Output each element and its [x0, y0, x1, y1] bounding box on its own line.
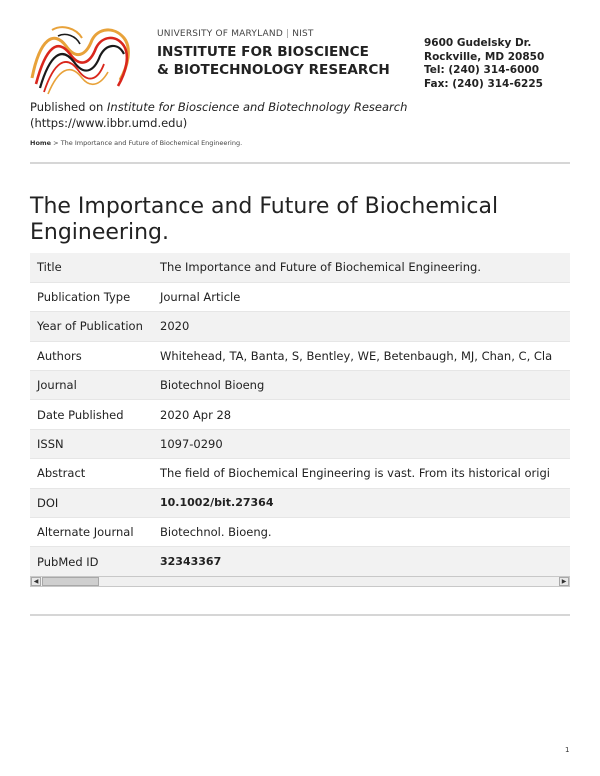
table-row [30, 459, 570, 488]
table-row [30, 400, 570, 429]
table-row [30, 312, 570, 341]
address-street: 9600 Gudelsky Dr. [424, 37, 532, 49]
row-value: 1097-0290 [153, 429, 570, 458]
header-divider [30, 162, 570, 164]
published-site[interactable]: Institute for Bioscience and Biotechnology Research [107, 100, 408, 114]
partner-name: NIST [292, 29, 314, 39]
published-on [30, 99, 570, 131]
scroll-left-arrow-icon[interactable]: ◀ [31, 577, 41, 586]
institute-line1: INSTITUTE FOR BIOSCIENCE [157, 44, 369, 60]
row-label: Date Published [30, 400, 153, 429]
university-line: UNIVERSITY OF MARYLAND | NIST [157, 29, 314, 39]
row-label: DOI [30, 488, 153, 517]
published-url[interactable]: (https://www.ibbr.umd.edu) [30, 116, 188, 130]
university-name: UNIVERSITY OF MARYLAND [157, 29, 283, 39]
row-value: The field of Biochemical Engineering is vast. From its historical origi [153, 459, 570, 488]
table-row [30, 341, 570, 370]
breadcrumb-home[interactable]: Home [30, 139, 52, 147]
table-row [30, 371, 570, 400]
breadcrumb [30, 139, 242, 147]
footer-divider [30, 614, 570, 616]
table-row [30, 488, 570, 517]
address-block [424, 37, 544, 91]
institute-line2: & BIOTECHNOLOGY RESEARCH [157, 62, 390, 78]
row-value[interactable]: 10.1002/bit.27364 [153, 488, 570, 517]
table-row [30, 429, 570, 458]
table-row [30, 547, 570, 576]
row-label: PubMed ID [30, 547, 153, 576]
address-tel: Tel: (240) 314-6000 [424, 64, 540, 76]
published-prefix: Published on [30, 100, 104, 114]
scroll-right-arrow-icon[interactable]: ▶ [559, 577, 569, 586]
address-fax: Fax: (240) 314-6225 [424, 77, 543, 90]
breadcrumb-current: The Importance and Future of Biochemical Engineering. [60, 139, 243, 147]
row-value: 2020 Apr 28 [153, 400, 570, 429]
row-value: The Importance and Future of Biochemical Engineering. [153, 253, 570, 282]
address-city: Rockville, MD 20850 [424, 50, 545, 63]
row-value: Biotechnol. Bioeng. [153, 518, 570, 547]
table-row [30, 282, 570, 311]
page-title: The Importance and Future of Biochemical Engineering. [30, 194, 499, 245]
row-label: Publication Type [30, 282, 153, 311]
row-label: Title [30, 253, 153, 282]
scrollbar-thumb[interactable] [42, 577, 99, 586]
ibbr-logo [28, 22, 140, 96]
page-number: 1 [565, 746, 570, 754]
table-row [30, 518, 570, 547]
biblio-table [30, 253, 570, 576]
row-value: 2020 [153, 312, 570, 341]
table-row [30, 253, 570, 282]
row-value: Journal Article [153, 282, 570, 311]
row-label: Year of Publication [30, 312, 153, 341]
row-label: Alternate Journal [30, 518, 153, 547]
institute-name [157, 43, 390, 79]
row-value: Biotechnol Bioeng [153, 371, 570, 400]
row-value[interactable]: 32343367 [153, 547, 570, 576]
row-label: ISSN [30, 429, 153, 458]
row-label: Authors [30, 341, 153, 370]
horizontal-scrollbar[interactable] [30, 576, 570, 587]
row-label: Journal [30, 371, 153, 400]
breadcrumb-separator: > [53, 139, 59, 147]
row-label: Abstract [30, 459, 153, 488]
row-value[interactable]: Whitehead, TA, Banta, S, Bentley, WE, Betenbaugh, MJ, Chan, C, Cla [153, 341, 570, 370]
